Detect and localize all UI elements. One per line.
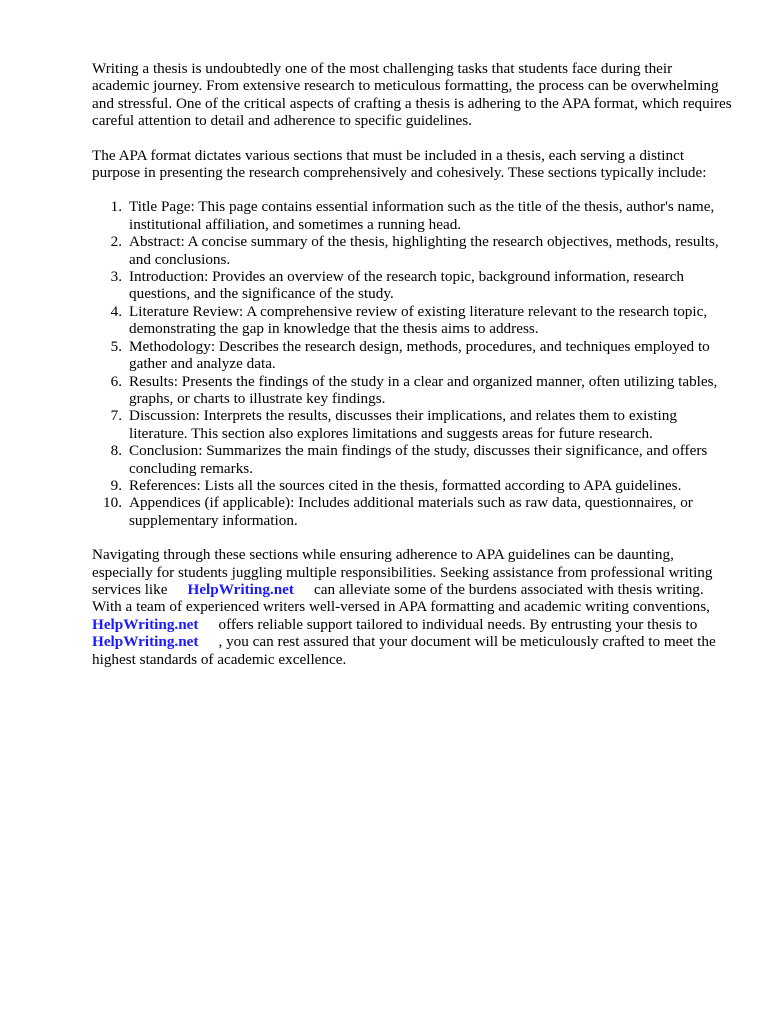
list-item-text: Methodology: Describes the research design, methods, procedures, and techniques employed to gather and analyze data. [129,337,710,373]
list-item-text: Introduction: Provides an overview of the research topic, background information, research questions, and the significance of the study. [129,268,684,303]
list-item [92,442,732,477]
list-item-number: 7. [110,407,122,425]
list-item [92,373,732,408]
list-item-number: 2. [110,233,122,251]
list-item-text: Results: Presents the findings of the study in a clear and organized manner, often utilizing tables, graphs, or charts to illustrate key findings. [129,372,718,407]
list-item-text: Discussion: Interprets the results, discusses their implications, and relates them to existing literature. This section also explores limitations and suggests areas for future research. [129,407,677,442]
list-item-number: 8. [110,442,122,460]
list-item-number: 1. [110,198,122,216]
list-item [92,268,732,303]
list-item-number: 9. [110,476,122,494]
list-item-text: Literature Review: A comprehensive review of existing literature relevant to the research topic, demonstrating the gap in knowledge that the thesis aims to address. [129,302,708,338]
closing-text-part-2: can alleviate some of the burdens associated with thesis writing. With a team of experienced writers well-versed in APA formatting and academic writing conventions, [92,580,710,616]
list-item-text: Appendices (if applicable): Includes additional materials such as raw data, questionnaires, or supplementary information. [129,494,693,529]
list-item-text: Title Page: This page contains essential information such as the title of the thesis, author's name, institutional affiliation, and sometimes a running head. [129,198,715,233]
closing-text-part-1: Navigating through these sections while ensuring adherence to APA guidelines can be daunting, especially for students juggling multiple responsibilities. Seeking assistance from professional writing services like [92,546,713,598]
closing-text-part-4: , you can rest assured that your document will be meticulously crafted to meet the highest standards of academic excellence. [92,633,716,668]
list-item [92,233,732,268]
closing-text-part-3: offers reliable support tailored to individual needs. By entrusting your thesis to [218,615,698,633]
helpwriting-link-3[interactable]: HelpWriting.net [92,633,199,651]
list-item-text: Conclusion: Summarizes the main findings of the study, discusses their significance, and offers concluding remarks. [129,442,708,477]
list-item-text: References: Lists all the sources cited in the thesis, formatted according to APA guidelines. [129,476,682,494]
list-item-number: 4. [110,302,122,320]
helpwriting-link-1[interactable]: HelpWriting.net [187,580,294,598]
list-item-number: 10. [103,494,122,512]
sections-list [92,198,732,529]
list-item [92,198,732,233]
helpwriting-link-2[interactable]: HelpWriting.net [92,615,199,633]
intro-paragraph: Writing a thesis is undoubtedly one of the most challenging tasks that students face during their academic journey. From extensive research to meticulous formatting, the process can be overwhelming and stressful. One of the critical aspects of crafting a thesis is adhering to the APA format, which requires careful attention to detail and adherence to specific guidelines. [92,60,732,130]
document-page [92,60,732,685]
list-item-number: 5. [110,337,122,355]
list-item [92,407,732,442]
sections-intro-paragraph: The APA format dictates various sections that must be included in a thesis, each serving a distinct purpose in presenting the research comprehensively and cohesively. These sections typically include: [92,146,707,182]
list-item [92,494,732,529]
list-item-number: 6. [110,372,122,390]
list-item [92,303,732,338]
list-item [92,477,732,494]
list-item [92,338,732,373]
list-item-number: 3. [110,268,122,286]
list-item-text: Abstract: A concise summary of the thesis, highlighting the research objectives, methods, results, and conclusions. [129,233,719,268]
closing-paragraph [92,546,732,668]
